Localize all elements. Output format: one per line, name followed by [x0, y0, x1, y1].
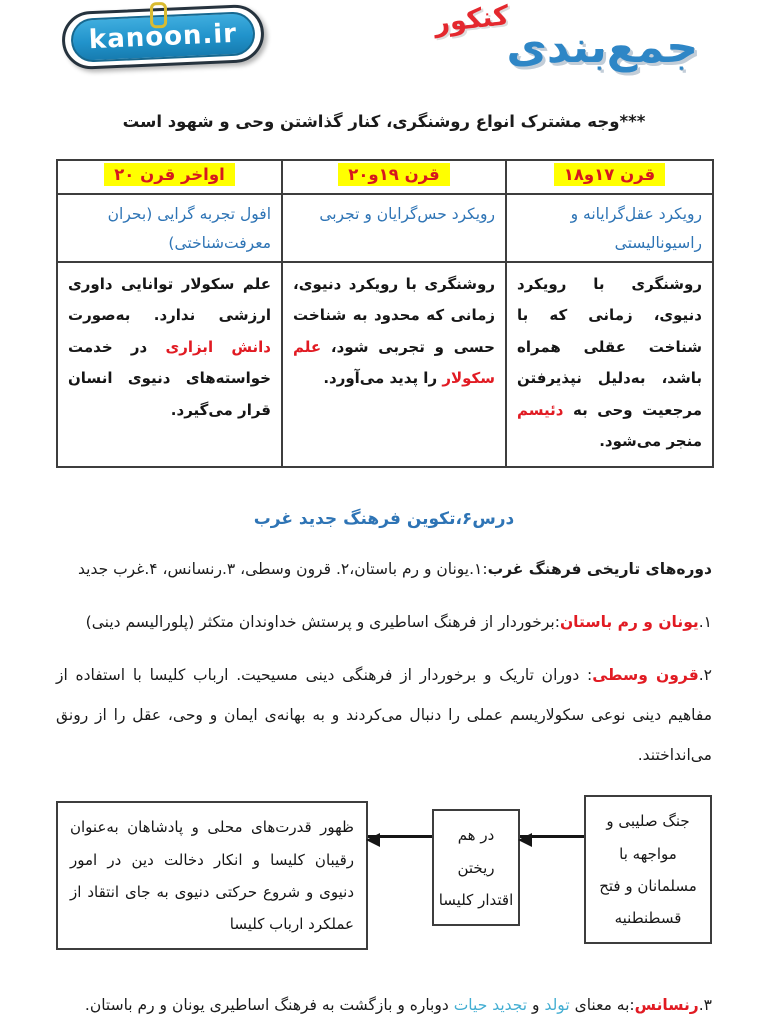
flow-box-church-authority-collapse: در هم ریختن اقتدار کلیسا: [432, 809, 520, 926]
konkour-summary-logo: [430, 0, 698, 90]
item-number: ۱.: [698, 613, 712, 632]
highlighted-header: اواخر قرن ۲۰: [104, 163, 235, 186]
header-cell-late-20: [57, 160, 282, 194]
header-cell-century-19-20: [282, 160, 506, 194]
paperclip-icon: [150, 2, 167, 28]
flow-box-local-powers-rise: ظهور قدرت‌های محلی و پادشاهان به‌عنوان رقیبان کلیسا و انکار دخالت دین در امور دنیوی و شروع حرکتی دنیوی به جای انتقاد از عملکرد ارباب کلیسا: [56, 801, 368, 950]
body-cell-century-17-18: [506, 262, 713, 467]
emphasis-renaissance: رنسانس: [634, 996, 699, 1015]
paragraph-renaissance: [56, 985, 712, 1025]
emphasis-revival: تجدید حیات: [453, 996, 528, 1015]
paragraph-text: و: [527, 996, 545, 1015]
table-approach-row: [57, 194, 713, 262]
emphasis-birth: تولد: [544, 996, 570, 1015]
periods-label: دوره‌های تاریخی فرهنگ غرب: [487, 560, 712, 579]
left-arrow-icon: [368, 835, 432, 838]
enlightenment-table: [56, 159, 714, 468]
lesson-title: درس۶،تکوین فرهنگ جدید غرب: [253, 508, 515, 529]
emphasis-deism: دئیسم: [517, 400, 564, 419]
body-cell-late-20: [57, 262, 282, 467]
left-arrow-icon: [520, 835, 584, 838]
paragraph-text: دوباره و بازگشت به فرهنگ اساطیری یونان و رم باستان.: [84, 996, 454, 1015]
paragraph-text: :برخوردار از فرهنگ اساطیری و پرستش خداوندان متکثر (پلورالیسم دینی): [85, 613, 560, 632]
body-cell-century-19-20: [282, 262, 506, 467]
highlighted-header: قرن ۱۹و۲۰: [338, 163, 449, 186]
paragraph-text: :به معنای: [569, 996, 635, 1015]
intro-statement: ***وجه مشترک انواع روشنگری، کنار گذاشتن وحی و شهود است: [122, 112, 646, 131]
paragraph-text: : دوران تاریک و برخوردار از فرهنگی دینی مسیحیت. ارباب کلیسا با استفاده از مفاهیم دینی نوعی سکولاریسم عملی را دنبال می‌کردند و به بهانه‌ی ایمان و وحی، عقل را از رونق می‌انداختند.: [56, 665, 712, 765]
body-text: در خدمت خواسته‌های دنیوی انسان قرار می‌گیرد.: [68, 337, 271, 419]
approach-cell-late-20: افول تجربه گرایی (بحران معرفت‌شناختی): [57, 194, 282, 262]
approach-cell-century-19-20: رویکرد حس‌گرایان و تجربی: [282, 194, 506, 262]
flow-diagram: [56, 795, 712, 955]
emphasis-instrumental-knowledge: دانش ابزاری: [165, 337, 271, 356]
body-text: منجر می‌شود.: [599, 432, 702, 451]
flow-box-crusades: جنگ صلیبی و مواجهه با مسلمانان و فتح قسطنطنیه: [584, 795, 712, 944]
table-header-row: [57, 160, 713, 194]
periods-line: [56, 557, 712, 582]
kanoon-logo: [61, 4, 265, 71]
paragraph-middle-ages: [56, 655, 712, 776]
paragraph-ancient-greece-rome: [56, 602, 712, 642]
approach-cell-century-17-18: رویکرد عقل‌گرایانه و راسیونالیستی: [506, 194, 713, 262]
item-number: ۳.: [698, 996, 712, 1015]
item-number: ۲.: [698, 665, 712, 684]
emphasis-greece-rome: یونان و رم باستان: [559, 613, 699, 632]
page-header: [0, 0, 768, 96]
body-text: روشنگری با رویکرد دنیوی، زمانی که با شناخت عقلی همراه باشد، به‌دلیل نپذیرفتن مرجعیت وحی به: [517, 274, 702, 419]
konkour-word: کنکور: [432, 0, 511, 39]
header-cell-century-17-18: [506, 160, 713, 194]
body-text: را پدید می‌آورد.: [323, 369, 443, 388]
emphasis-secular-science: علم سکولار: [293, 337, 495, 388]
body-text: روشنگری با رویکرد دنیوی، زمانی که محدود به شناخت حسی و تجربی شود،: [293, 274, 495, 356]
body-text: علم سکولار توانایی داوری ارزشی ندارد. به‌صورت: [68, 274, 271, 325]
table-body-row: [57, 262, 713, 467]
jambandi-word: جمع‌بندی: [506, 22, 698, 73]
periods-list: :۱.یونان و رم باستان،۲. قرون وسطی، ۳.رنسانس، ۴.غرب جدید: [78, 560, 488, 579]
highlighted-header: قرن ۱۷و۱۸: [554, 163, 665, 186]
emphasis-middle-ages: قرون وسطی: [592, 665, 699, 684]
kanoon-logo-text: kanoon.ir: [88, 18, 238, 56]
